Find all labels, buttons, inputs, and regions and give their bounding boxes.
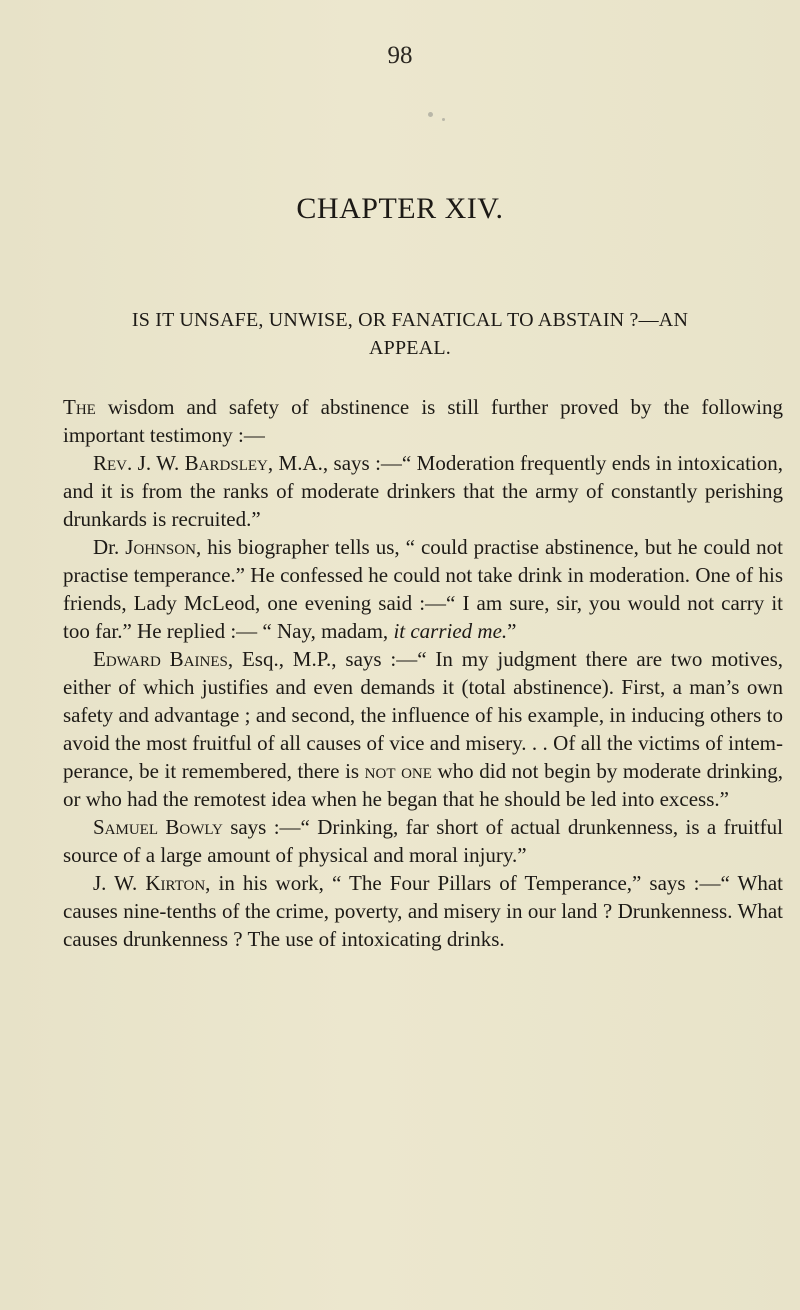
paragraph-pre: J. W. [93, 871, 146, 895]
paragraph-text: his biographer tells us, “ could practise abstinence, but he could not practise temperance.” He confessed he could not take drink in moderation. One of his friends, Lady McLeod, one evening said :—“ I am sure, sir, you would not carry it too far.” He replied :— “ Nay, madam, [63, 535, 783, 643]
paragraph-text: M.A., says :—“ Moderation frequently ends in intoxication, and it is from the ranks of moderate drinkers that the army of constantly perishing drunkards is recruited.” [63, 451, 783, 531]
paragraph-italic: it carried me. [393, 619, 508, 643]
paragraph-text: says :—“ Drinking, far short of actual drunkenness, is a fruitful source of a large amount of physical and moral injury.” [63, 815, 783, 867]
paragraph-tail: ” [507, 619, 517, 643]
paragraph-tail: who did not begin by moderate drinking, or who had the remotest idea when he began that he should be led into excess.” [63, 759, 784, 811]
paragraph-bowly [63, 813, 783, 869]
paragraph-lead: Edward Baines, [93, 647, 234, 671]
paragraph-lead: The [63, 395, 96, 419]
paper-speck [428, 112, 433, 117]
chapter-title: CHAPTER XIV. [296, 192, 504, 225]
paragraph-small-caps: not one [364, 759, 432, 783]
paragraph-kirton [63, 869, 783, 953]
page-number: 98 [387, 42, 413, 69]
paragraph-text: wisdom and safety of abstinence is still further proved by the following important testimony :— [63, 395, 783, 447]
body-text [63, 393, 783, 953]
paragraph-lead: Rev. J. W. Bardsley, [93, 451, 274, 475]
paragraph-text: Esq., M.P., says :—“ In my judgment there are two motives, either of which justifies and even demands it (total abstinence). First, a man’s own safety and advantage ; and second, the influence of his example, in inducing others to avoid the most fruitful of all causes of vice and misery. . . Of all the victims of intemperance, be it remembered, there is [63, 647, 783, 783]
paragraph-text: in his work, “ The Four Pillars of Temperance,” says :—“ What causes nine-tenths of the crime, poverty, and misery in our land ? Drunkenness. What causes drunkenness ? The use of intoxicating drinks. [63, 871, 784, 951]
paragraph-johnson [63, 533, 783, 645]
paragraph-lead: Samuel Bowly [93, 815, 223, 839]
paragraph-lead: Johnson, [125, 535, 202, 559]
chapter-subtitle: IS IT UNSAFE, UNWISE, OR FANATICAL TO ABSTAIN ?—AN APPEAL. [131, 309, 689, 359]
paragraph-pre: Dr. [93, 535, 126, 559]
paragraph-baines [63, 645, 783, 813]
paragraph-intro [63, 393, 783, 449]
paragraph-bardsley [63, 449, 783, 533]
paper-speck [442, 118, 445, 121]
paragraph-lead: Kirton, [145, 871, 211, 895]
